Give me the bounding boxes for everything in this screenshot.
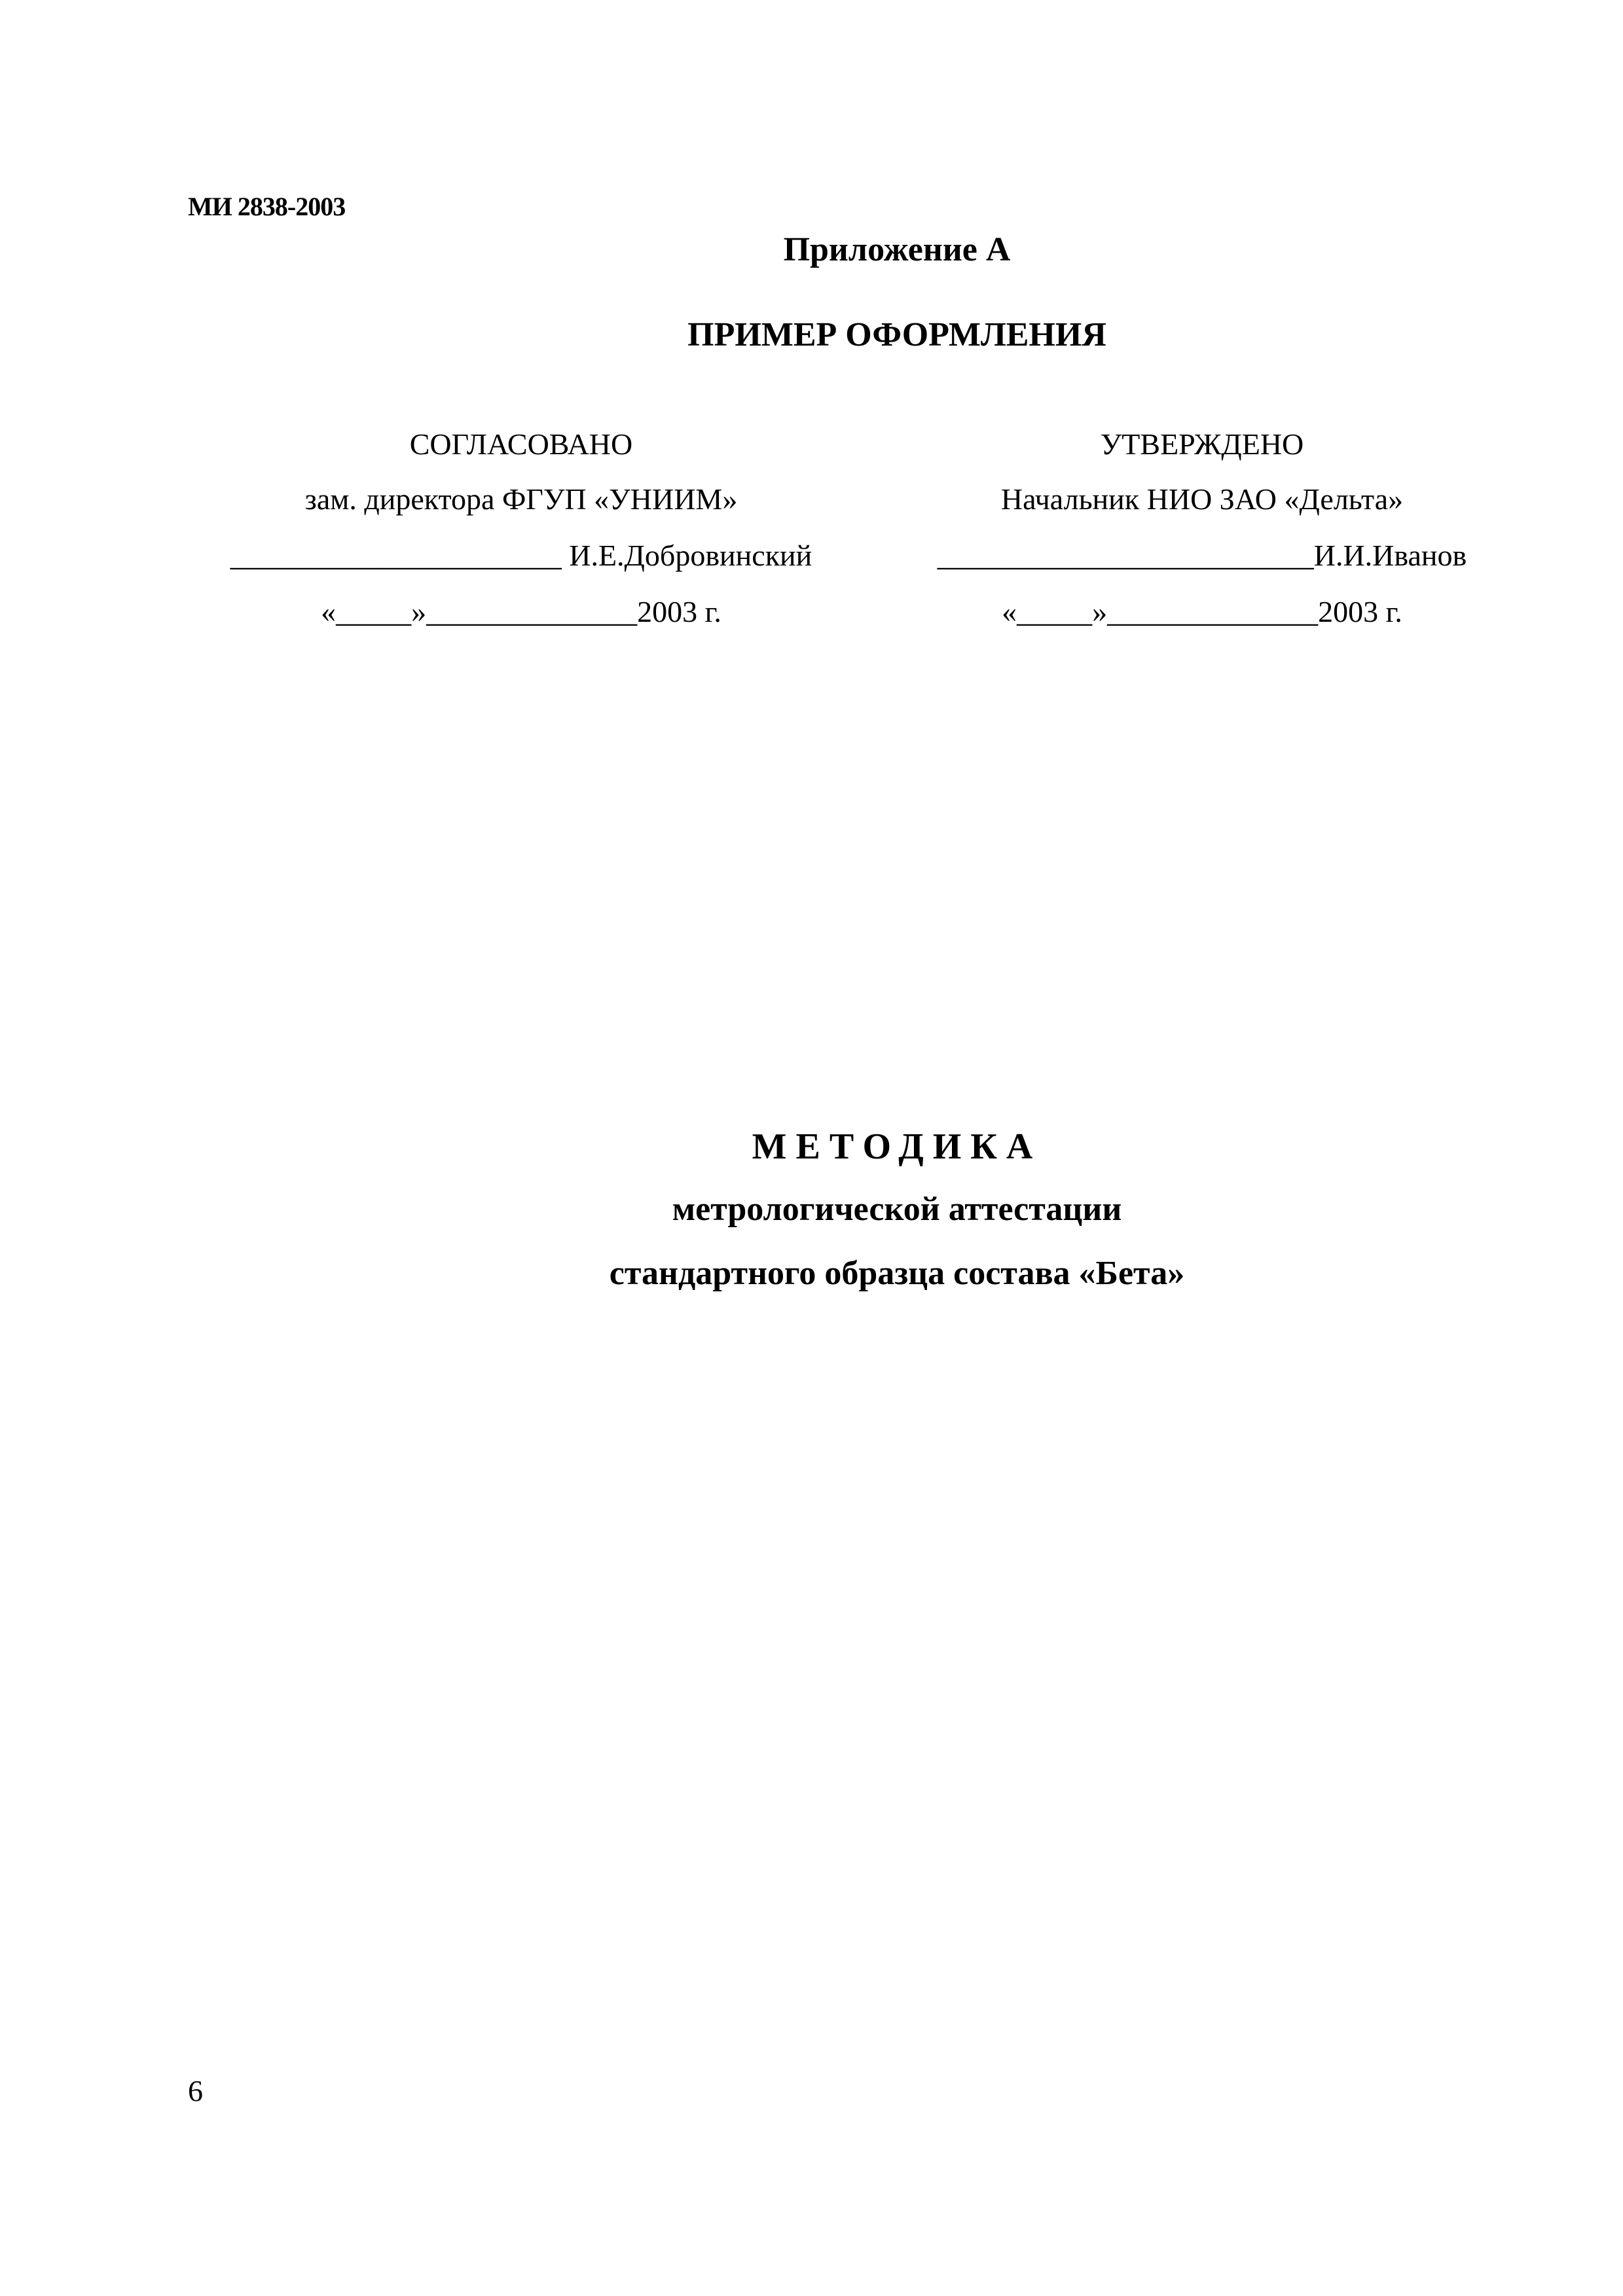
page-number: 6: [188, 2074, 203, 2108]
document-code: МИ 2838-2003: [188, 192, 346, 221]
document-subtitle-line1: метрологической аттестации: [672, 1191, 1122, 1228]
approval-date-right: «_____»______________2003 г.: [1002, 595, 1402, 628]
approval-position-right: Начальник НИО ЗАО «Дельта»: [1000, 482, 1404, 516]
document-title: МЕТОДИКА: [752, 1126, 1042, 1167]
approval-status-left: СОГЛАСОВАНО: [409, 427, 633, 461]
document-subtitle-line2: стандартного образца состава «Бета»: [609, 1255, 1185, 1292]
approval-signature-left: ______________________ И.Е.Добровинский: [230, 539, 812, 572]
approval-position-left: зам. директора ФГУП «УНИИМ»: [304, 482, 738, 516]
approval-signature-right: _________________________И.И.Иванов: [937, 539, 1467, 572]
approval-status-right: УТВЕРЖДЕНО: [1100, 427, 1304, 461]
approval-date-left: «_____»______________2003 г.: [321, 595, 721, 628]
appendix-heading: Приложение А: [783, 231, 1011, 268]
example-heading: ПРИМЕР ОФОРМЛЕНИЯ: [687, 316, 1106, 353]
